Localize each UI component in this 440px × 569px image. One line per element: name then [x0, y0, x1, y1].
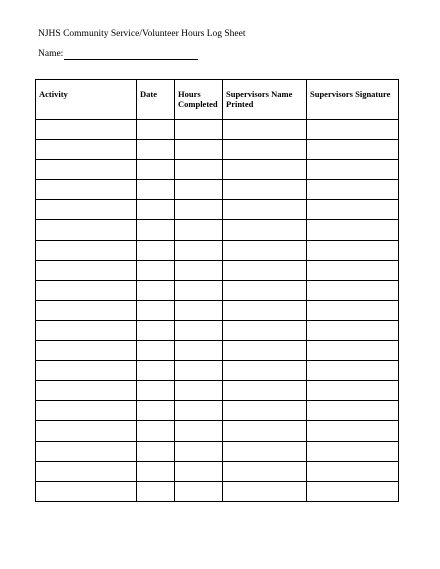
cell-hours-completed[interactable] — [175, 381, 223, 401]
cell-supervisors-signature[interactable] — [307, 300, 399, 320]
cell-activity[interactable] — [36, 461, 137, 481]
cell-supervisors-name[interactable] — [223, 341, 307, 361]
cell-activity[interactable] — [36, 320, 137, 340]
table-row — [36, 180, 399, 200]
table-row — [36, 421, 399, 441]
cell-date[interactable] — [137, 160, 175, 180]
cell-activity[interactable] — [36, 120, 137, 140]
cell-supervisors-name[interactable] — [223, 220, 307, 240]
name-blank-line[interactable] — [64, 49, 198, 60]
table-row — [36, 300, 399, 320]
table-row — [36, 320, 399, 340]
cell-supervisors-signature[interactable] — [307, 341, 399, 361]
cell-supervisors-signature[interactable] — [307, 200, 399, 220]
cell-hours-completed[interactable] — [175, 361, 223, 381]
table-header-row — [36, 80, 399, 120]
cell-activity[interactable] — [36, 140, 137, 160]
cell-date[interactable] — [137, 280, 175, 300]
cell-activity[interactable] — [36, 401, 137, 421]
cell-supervisors-signature[interactable] — [307, 220, 399, 240]
cell-date[interactable] — [137, 381, 175, 401]
cell-supervisors-name[interactable] — [223, 320, 307, 340]
table-row — [36, 240, 399, 260]
table-row — [36, 341, 399, 361]
cell-date[interactable] — [137, 361, 175, 381]
table-row — [36, 441, 399, 461]
table-row — [36, 381, 399, 401]
hours-log-table — [35, 79, 399, 502]
cell-supervisors-signature[interactable] — [307, 180, 399, 200]
cell-supervisors-name[interactable] — [223, 441, 307, 461]
cell-supervisors-signature[interactable] — [307, 361, 399, 381]
cell-activity[interactable] — [36, 180, 137, 200]
cell-date[interactable] — [137, 140, 175, 160]
cell-activity[interactable] — [36, 280, 137, 300]
cell-supervisors-name[interactable] — [223, 381, 307, 401]
cell-date[interactable] — [137, 341, 175, 361]
table-row — [36, 140, 399, 160]
cell-supervisors-name[interactable] — [223, 300, 307, 320]
cell-date[interactable] — [137, 220, 175, 240]
name-label: Name: — [38, 49, 64, 59]
cell-date[interactable] — [137, 441, 175, 461]
cell-supervisors-signature[interactable] — [307, 120, 399, 140]
cell-supervisors-name[interactable] — [223, 401, 307, 421]
cell-supervisors-signature[interactable] — [307, 280, 399, 300]
header-supervisors-signature: Supervisors Signature — [307, 80, 399, 120]
header-activity: Activity — [36, 80, 137, 120]
cell-supervisors-signature[interactable] — [307, 240, 399, 260]
table-row — [36, 260, 399, 280]
cell-supervisors-name[interactable] — [223, 160, 307, 180]
cell-supervisors-signature[interactable] — [307, 260, 399, 280]
cell-date[interactable] — [137, 481, 175, 501]
cell-supervisors-signature[interactable] — [307, 461, 399, 481]
cell-hours-completed[interactable] — [175, 140, 223, 160]
cell-hours-completed[interactable] — [175, 481, 223, 501]
cell-hours-completed[interactable] — [175, 441, 223, 461]
cell-date[interactable] — [137, 300, 175, 320]
cell-date[interactable] — [137, 120, 175, 140]
cell-activity[interactable] — [36, 260, 137, 280]
cell-hours-completed[interactable] — [175, 461, 223, 481]
cell-hours-completed[interactable] — [175, 160, 223, 180]
cell-supervisors-name[interactable] — [223, 481, 307, 501]
cell-supervisors-signature[interactable] — [307, 481, 399, 501]
cell-date[interactable] — [137, 240, 175, 260]
cell-hours-completed[interactable] — [175, 180, 223, 200]
cell-hours-completed[interactable] — [175, 120, 223, 140]
cell-activity[interactable] — [36, 160, 137, 180]
cell-activity[interactable] — [36, 361, 137, 381]
cell-activity[interactable] — [36, 220, 137, 240]
cell-supervisors-name[interactable] — [223, 461, 307, 481]
cell-supervisors-signature[interactable] — [307, 421, 399, 441]
cell-supervisors-name[interactable] — [223, 361, 307, 381]
cell-hours-completed[interactable] — [175, 200, 223, 220]
cell-activity[interactable] — [36, 441, 137, 461]
cell-hours-completed[interactable] — [175, 300, 223, 320]
cell-hours-completed[interactable] — [175, 320, 223, 340]
table-row — [36, 481, 399, 501]
cell-date[interactable] — [137, 421, 175, 441]
table-row — [36, 220, 399, 240]
cell-activity[interactable] — [36, 240, 137, 260]
cell-date[interactable] — [137, 401, 175, 421]
table-row — [36, 120, 399, 140]
cell-activity[interactable] — [36, 421, 137, 441]
cell-supervisors-name[interactable] — [223, 200, 307, 220]
name-field — [38, 48, 198, 60]
cell-activity[interactable] — [36, 481, 137, 501]
cell-activity[interactable] — [36, 200, 137, 220]
table-body — [36, 120, 399, 502]
header-date: Date — [137, 80, 175, 120]
cell-supervisors-signature[interactable] — [307, 320, 399, 340]
cell-supervisors-name[interactable] — [223, 260, 307, 280]
cell-activity[interactable] — [36, 341, 137, 361]
cell-supervisors-name[interactable] — [223, 180, 307, 200]
table-row — [36, 280, 399, 300]
header-hours-completed: Hours Completed — [175, 80, 223, 120]
table-row — [36, 461, 399, 481]
cell-supervisors-name[interactable] — [223, 280, 307, 300]
cell-date[interactable] — [137, 320, 175, 340]
cell-hours-completed[interactable] — [175, 260, 223, 280]
cell-activity[interactable] — [36, 381, 137, 401]
cell-activity[interactable] — [36, 300, 137, 320]
cell-supervisors-name[interactable] — [223, 421, 307, 441]
cell-hours-completed[interactable] — [175, 341, 223, 361]
cell-supervisors-signature[interactable] — [307, 381, 399, 401]
cell-hours-completed[interactable] — [175, 220, 223, 240]
cell-date[interactable] — [137, 260, 175, 280]
cell-hours-completed[interactable] — [175, 280, 223, 300]
table-row — [36, 200, 399, 220]
cell-supervisors-signature[interactable] — [307, 401, 399, 421]
cell-supervisors-name[interactable] — [223, 240, 307, 260]
table-row — [36, 361, 399, 381]
cell-supervisors-name[interactable] — [223, 140, 307, 160]
cell-supervisors-signature[interactable] — [307, 140, 399, 160]
table-row — [36, 401, 399, 421]
cell-hours-completed[interactable] — [175, 401, 223, 421]
table-row — [36, 160, 399, 180]
document-title: NJHS Community Service/Volunteer Hours Log Sheet — [38, 29, 246, 39]
cell-hours-completed[interactable] — [175, 240, 223, 260]
cell-hours-completed[interactable] — [175, 421, 223, 441]
cell-date[interactable] — [137, 200, 175, 220]
cell-supervisors-signature[interactable] — [307, 160, 399, 180]
cell-date[interactable] — [137, 461, 175, 481]
header-supervisors-name-printed: Supervisors Name Printed — [223, 80, 307, 120]
cell-supervisors-signature[interactable] — [307, 441, 399, 461]
cell-supervisors-name[interactable] — [223, 120, 307, 140]
cell-date[interactable] — [137, 180, 175, 200]
